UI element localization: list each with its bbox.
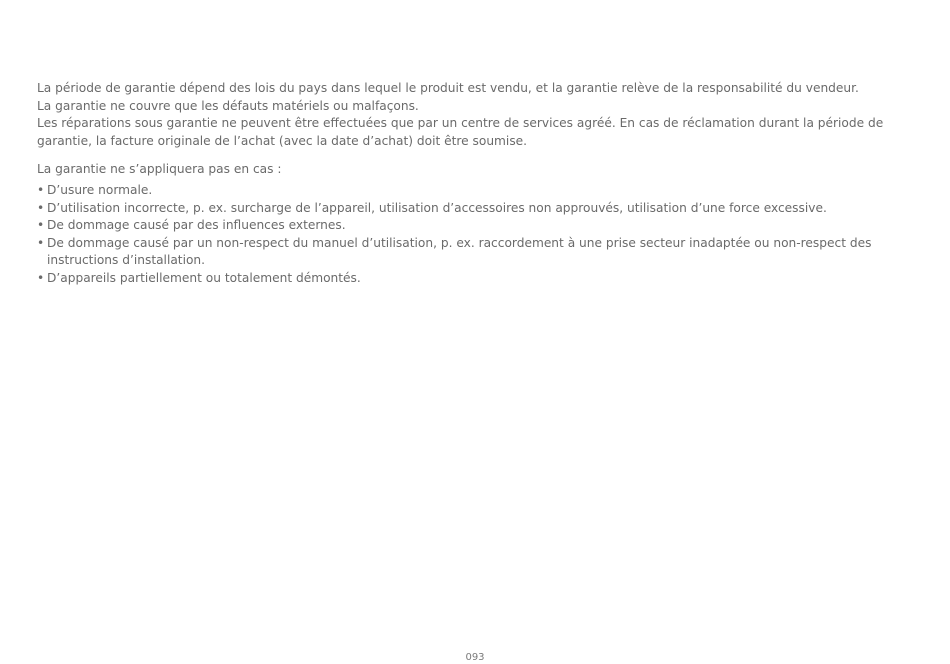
list-item	[37, 182, 917, 200]
warranty-repairs-paragraph: Les réparations sous garantie ne peuvent être effectuées que par un centre de services agréé. En cas de réclamation durant la période de garantie, la facture originale de l’achat (avec la date d’achat) doit être soumise.	[37, 116, 884, 148]
list-item-text: D’appareils partiellement ou totalement démontés.	[47, 270, 361, 285]
bullet-icon: •	[37, 235, 45, 250]
list-item	[37, 235, 917, 270]
bullet-icon: •	[37, 270, 45, 285]
list-item-text: De dommage causé par un non-respect du manuel d’utilisation, p. ex. raccordement à une prise secteur inadaptée ou non-respect des instructions d’installation.	[47, 235, 872, 268]
exclusions-list	[37, 182, 917, 288]
bullet-icon: •	[37, 200, 45, 215]
exclusions-intro: La garantie ne s’appliquera pas en cas :	[37, 162, 282, 177]
warranty-text-block	[37, 80, 917, 288]
list-item-text: D’usure normale.	[47, 182, 153, 197]
bullet-icon: •	[37, 218, 45, 233]
warranty-coverage-paragraph: La garantie ne couvre que les défauts matériels ou malfaçons.	[37, 98, 419, 113]
list-item-text: D’utilisation incorrecte, p. ex. surcharge de l’appareil, utilisation d’accessoires non approuvés, utilisation d’une force excessive.	[47, 200, 827, 215]
list-item	[37, 270, 917, 288]
list-item	[37, 217, 917, 235]
page-number: 093	[465, 652, 485, 663]
list-item	[37, 200, 917, 218]
list-item-text: De dommage causé par des influences externes.	[47, 218, 346, 233]
bullet-icon: •	[37, 182, 45, 197]
warranty-period-paragraph: La période de garantie dépend des lois du pays dans lequel le produit est vendu, et la garantie relève de la responsabilité du vendeur.	[37, 81, 859, 95]
